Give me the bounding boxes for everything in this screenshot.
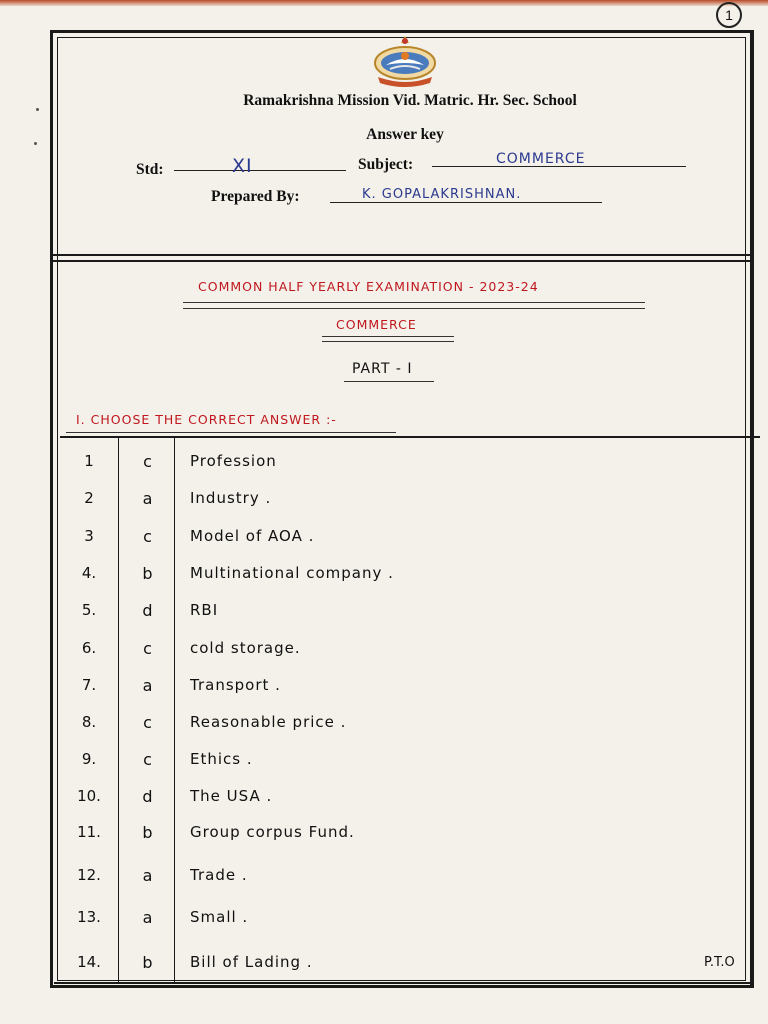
prepared-by-underline (330, 202, 602, 203)
margin-mark (34, 142, 37, 145)
answer-text: Small . (190, 908, 249, 926)
page-top-edge (0, 0, 768, 6)
question-number: 13. (77, 908, 101, 926)
answer-option: c (143, 527, 152, 546)
answer-row-6 (60, 639, 750, 669)
answer-option: c (143, 713, 152, 732)
prepared-by-label: Prepared By: (211, 188, 300, 205)
answer-text: Model of AOA . (190, 527, 315, 545)
std-label: Std: (136, 161, 164, 178)
question-number: 11. (77, 823, 101, 841)
question-number: 10. (77, 787, 101, 805)
question-number: 8. (81, 713, 97, 731)
school-name: Ramakrishna Mission Vid. Matric. Hr. Sec. School (243, 92, 577, 109)
answer-option: a (142, 489, 153, 508)
please-turn-over-note: P.T.O (704, 955, 735, 970)
answer-table-divider-1 (118, 438, 119, 984)
question-number: 12. (77, 866, 101, 884)
question-number: 9. (81, 750, 97, 768)
answer-text: cold storage. (190, 639, 301, 657)
answer-row-7 (60, 676, 750, 706)
exam-title-underline-2 (183, 308, 645, 309)
answer-row-11 (60, 823, 750, 853)
subject-value: COMMERCE (496, 151, 586, 167)
question-number: 4. (81, 564, 97, 582)
answer-text: Group corpus Fund. (190, 823, 355, 841)
answer-option: a (142, 676, 153, 695)
page-number: 1 (716, 2, 742, 28)
part-underline (344, 381, 434, 382)
std-underline (174, 170, 346, 171)
answer-row-1 (60, 452, 750, 482)
question-number: 5. (81, 601, 97, 619)
answer-row-2 (60, 489, 750, 519)
section-heading-underline (66, 432, 396, 433)
answer-text: Profession (190, 452, 277, 470)
question-number: 1 (84, 452, 94, 470)
exam-title: COMMON HALF YEARLY EXAMINATION - 2023-24 (198, 279, 539, 294)
answer-row-9 (60, 750, 750, 780)
subject-label: Subject: (358, 156, 414, 173)
answer-text: RBI (190, 601, 219, 619)
answer-row-4 (60, 564, 750, 594)
exam-title-underline-1 (183, 302, 645, 303)
answer-row-3 (60, 527, 750, 557)
answer-option: b (142, 564, 153, 583)
exam-subject-underline-2 (322, 341, 454, 342)
answer-text: Transport . (190, 676, 281, 694)
margin-mark (36, 108, 39, 111)
answer-row-13 (60, 908, 750, 938)
school-emblem-logo (370, 33, 440, 89)
answer-option: c (143, 750, 152, 769)
answer-text: The USA . (190, 787, 273, 805)
answer-option: c (143, 452, 152, 471)
answer-option: a (142, 866, 153, 885)
std-value: XI (232, 155, 253, 177)
answer-row-5 (60, 601, 750, 631)
exam-subject-underline-1 (322, 336, 454, 337)
answer-row-10 (60, 787, 750, 817)
answer-option: a (142, 908, 153, 927)
answer-option: d (142, 601, 153, 620)
answer-text: Ethics . (190, 750, 253, 768)
answer-table-divider-2 (174, 438, 175, 984)
answer-row-14 (60, 953, 750, 983)
exam-subject: COMMERCE (336, 317, 417, 332)
answer-option: d (142, 787, 153, 806)
prepared-by-value: K. GOPALAKRISHNAN. (362, 187, 522, 202)
answer-table-bottom-border (54, 982, 754, 984)
answer-option: b (142, 823, 153, 842)
question-number: 14. (77, 953, 101, 971)
answer-text: Trade . (190, 866, 248, 884)
answer-table-top-border (60, 436, 760, 438)
question-number: 2 (84, 489, 94, 507)
part-heading: PART - I (352, 361, 413, 377)
answer-row-8 (60, 713, 750, 743)
question-number: 3 (84, 527, 94, 545)
answer-text: Industry . (190, 489, 272, 507)
answer-text: Reasonable price . (190, 713, 347, 731)
document-title: Answer key (366, 126, 444, 143)
answer-option: c (143, 639, 152, 658)
question-number: 7. (81, 676, 97, 694)
answer-text: Multinational company . (190, 564, 394, 582)
answer-text: Bill of Lading . (190, 953, 313, 971)
answer-option: b (142, 953, 153, 972)
question-number: 6. (81, 639, 97, 657)
header-separator (52, 254, 754, 262)
section-heading: I. CHOOSE THE CORRECT ANSWER :- (76, 412, 337, 427)
answer-row-12 (60, 866, 750, 896)
